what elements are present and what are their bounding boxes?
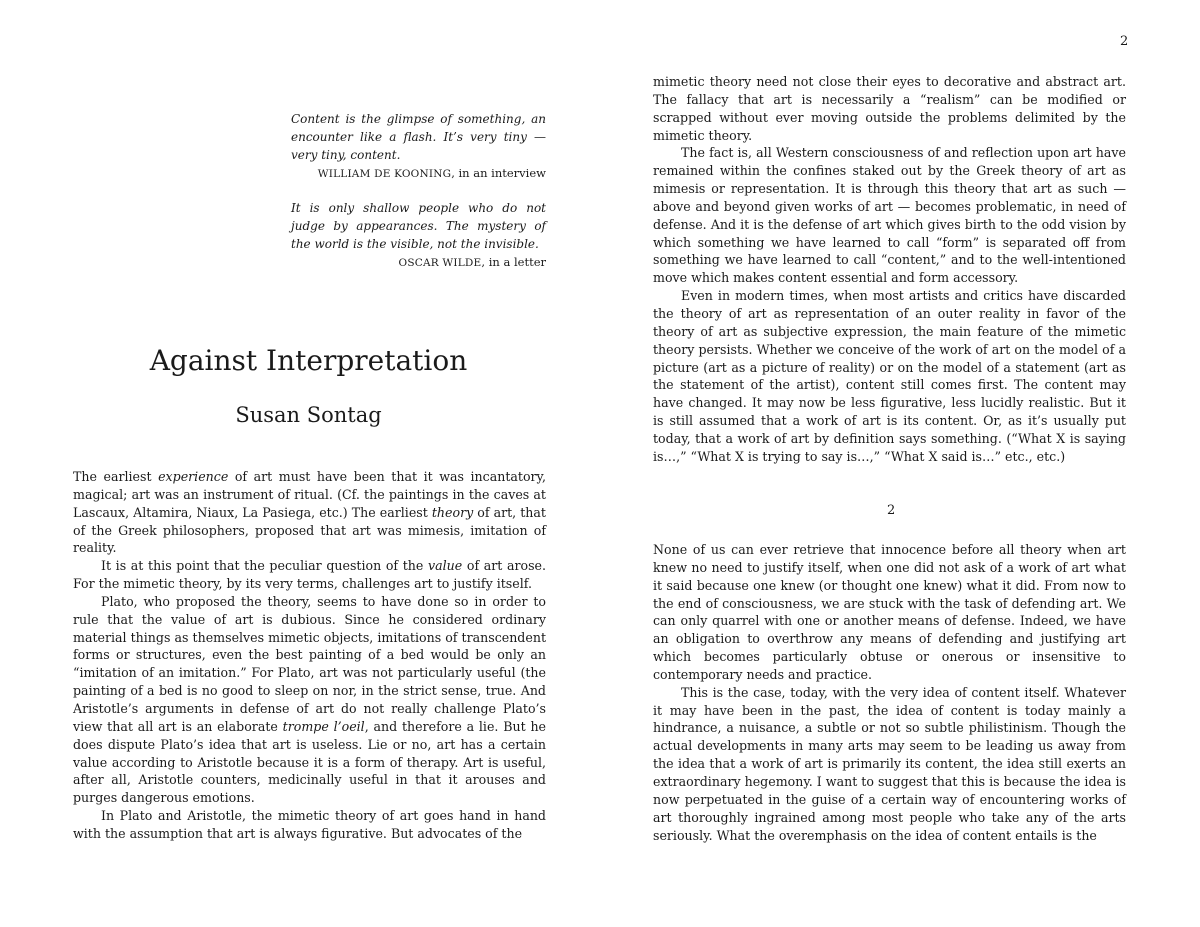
- right-body-section: [653, 541, 1126, 844]
- paragraph: Even in modern times, when most artists and critics have discarded the theory of art as representation of an outer reality in favor of the theory of art as subjective expression, the main feature of the mimetic theory persists. Whether we conceive of the work of art on the model of a picture (art as a picture of reality) or on the model of a statement (art as the statement of the artist), content still comes first. The content may have changed. It may now be less figurative, less lucidly realistic. But it is still assumed that a work of art is its content. Or, as it’s usually put today, that a work of art by definition says something. (“What X is saying is…,” “What X is trying to say is…,” “What X said is…” etc., etc.): [653, 288, 1126, 464]
- epigraph-source: OSCAR WILDE: [398, 257, 482, 269]
- italic-term: experience: [158, 469, 229, 484]
- epigraph-quote: Content is the glimpse of something, an encounter like a flash. It’s very tiny — very tiny, content.: [291, 112, 546, 162]
- italic-term: theory: [431, 504, 474, 520]
- paragraph: The fact is, all Western consciousness of and reflection upon art have remained within the confines staked out by the Greek theory of art as mimesis or representation. It is through this theory that art as such — above and beyond given works of art — becomes problematic, in need of defense. And it is the defense of art which gives birth to the odd vision by which something we have learned to call “form” is separated off from something we have learned to call “content,” and to the well-intentioned move which makes content essential and form accessory.: [653, 145, 1126, 286]
- paragraph: This is the case, today, with the very idea of content itself. Whatever it may have been in the past, the idea of content is today mainly a hindrance, a nuisance, a subtle or not so subtle philistinism. Though the actual developments in many arts may seem to be leading us away from the idea that a work of art is primarily its content, the idea still exerts an extraordinary hegemony. I want to suggest that this is because the idea is now perpetuated in the guise of a certain way of encountering works of art thoroughly ingrained among most people who take any of the arts seriously. What the overemphasis on the idea of content entails is the: [653, 684, 1126, 843]
- section-number: 2: [887, 503, 896, 518]
- epigraph-wilde: [291, 199, 546, 272]
- epigraph-context: , in an interview: [451, 166, 546, 180]
- essay-author: Susan Sontag: [235, 403, 382, 427]
- paragraph: mimetic theory need not close their eyes to decorative and abstract art. The fallacy that art is necessarily a “realism” can be modified or scrapped without ever moving outside the problems delimited by the mimetic theory.: [653, 74, 1126, 143]
- page-number: 2: [1120, 34, 1129, 49]
- paragraph: None of us can ever retrieve that innocence before all theory when art knew no need to justify itself, when one did not ask of a work of art what it said because one knew (or thought one knew) what it did. From now to the end of consciousness, we are stuck with the task of defending art. We can only quarrel with one or another means of defense. Indeed, we have an obligation to overthrow any means of defending and justifying art which becomes particularly obtuse or onerous or insensitive to contemporary needs and practice.: [653, 542, 1126, 682]
- paragraph: The earliest experience of art must have been that it was incantatory, magical; art was an instrument of ritual. (Cf. the paintings in the caves at Lascaux, Altamira, Niaux, La Pasiega, etc.) The earliest theory of art, that of the Greek philosophers, proposed that art was mimesis, imitation of reality.: [73, 469, 547, 556]
- essay-title: Against Interpretation: [149, 344, 468, 377]
- right-page: [600, 0, 1200, 927]
- epigraph-quote: It is only shallow people who do not judge by appearances. The mystery of the world is the visible, not the invisible.: [291, 201, 546, 251]
- epigraphs: [291, 110, 546, 272]
- epigraph-context: , in a letter: [481, 255, 546, 269]
- italic-term: value: [428, 558, 463, 574]
- paragraph: In Plato and Aristotle, the mimetic theory of art goes hand in hand with the assumption that art is always figurative. But advocates of the: [73, 808, 546, 841]
- epigraph-source: WILLIAM DE KOONING: [317, 168, 452, 180]
- italic-term: trompe l’oeil: [282, 718, 365, 734]
- epigraph-attribution: [291, 164, 546, 183]
- paragraph: Plato, who proposed the theory, seems to have done so in order to rule that the value of art is dubious. Since he considered ordinary material things as themselves mimetic objects, imitations of transcendent forms or structures, even the best painting of a bed would be only an “imitation of an imitation.” For Plato, art was not particularly useful (the painting of a bed is no good to sleep on nor, in the strict sense, true. And Aristotle’s arguments in defense of art do not really challenge Plato’s view that all art is an elaborate trompe l’oeil, and therefore a lie. But he does dispute Plato’s idea that art is useless. Lie or no, art has a certain value according to Aristotle because it is a form of therapy. Art is useful, after all, Aristotle counters, medicinally useful in that it arouses and purges dangerous emotions.: [73, 593, 547, 806]
- left-body-text: [73, 468, 546, 843]
- epigraph-de-kooning: [291, 110, 546, 183]
- paragraph: It is at this point that the peculiar question of the value of art arose. For the mimetic theory, by its very terms, challenges art to justify itself.: [73, 558, 546, 592]
- epigraph-attribution: [291, 253, 546, 272]
- right-body-continuation: [653, 73, 1126, 466]
